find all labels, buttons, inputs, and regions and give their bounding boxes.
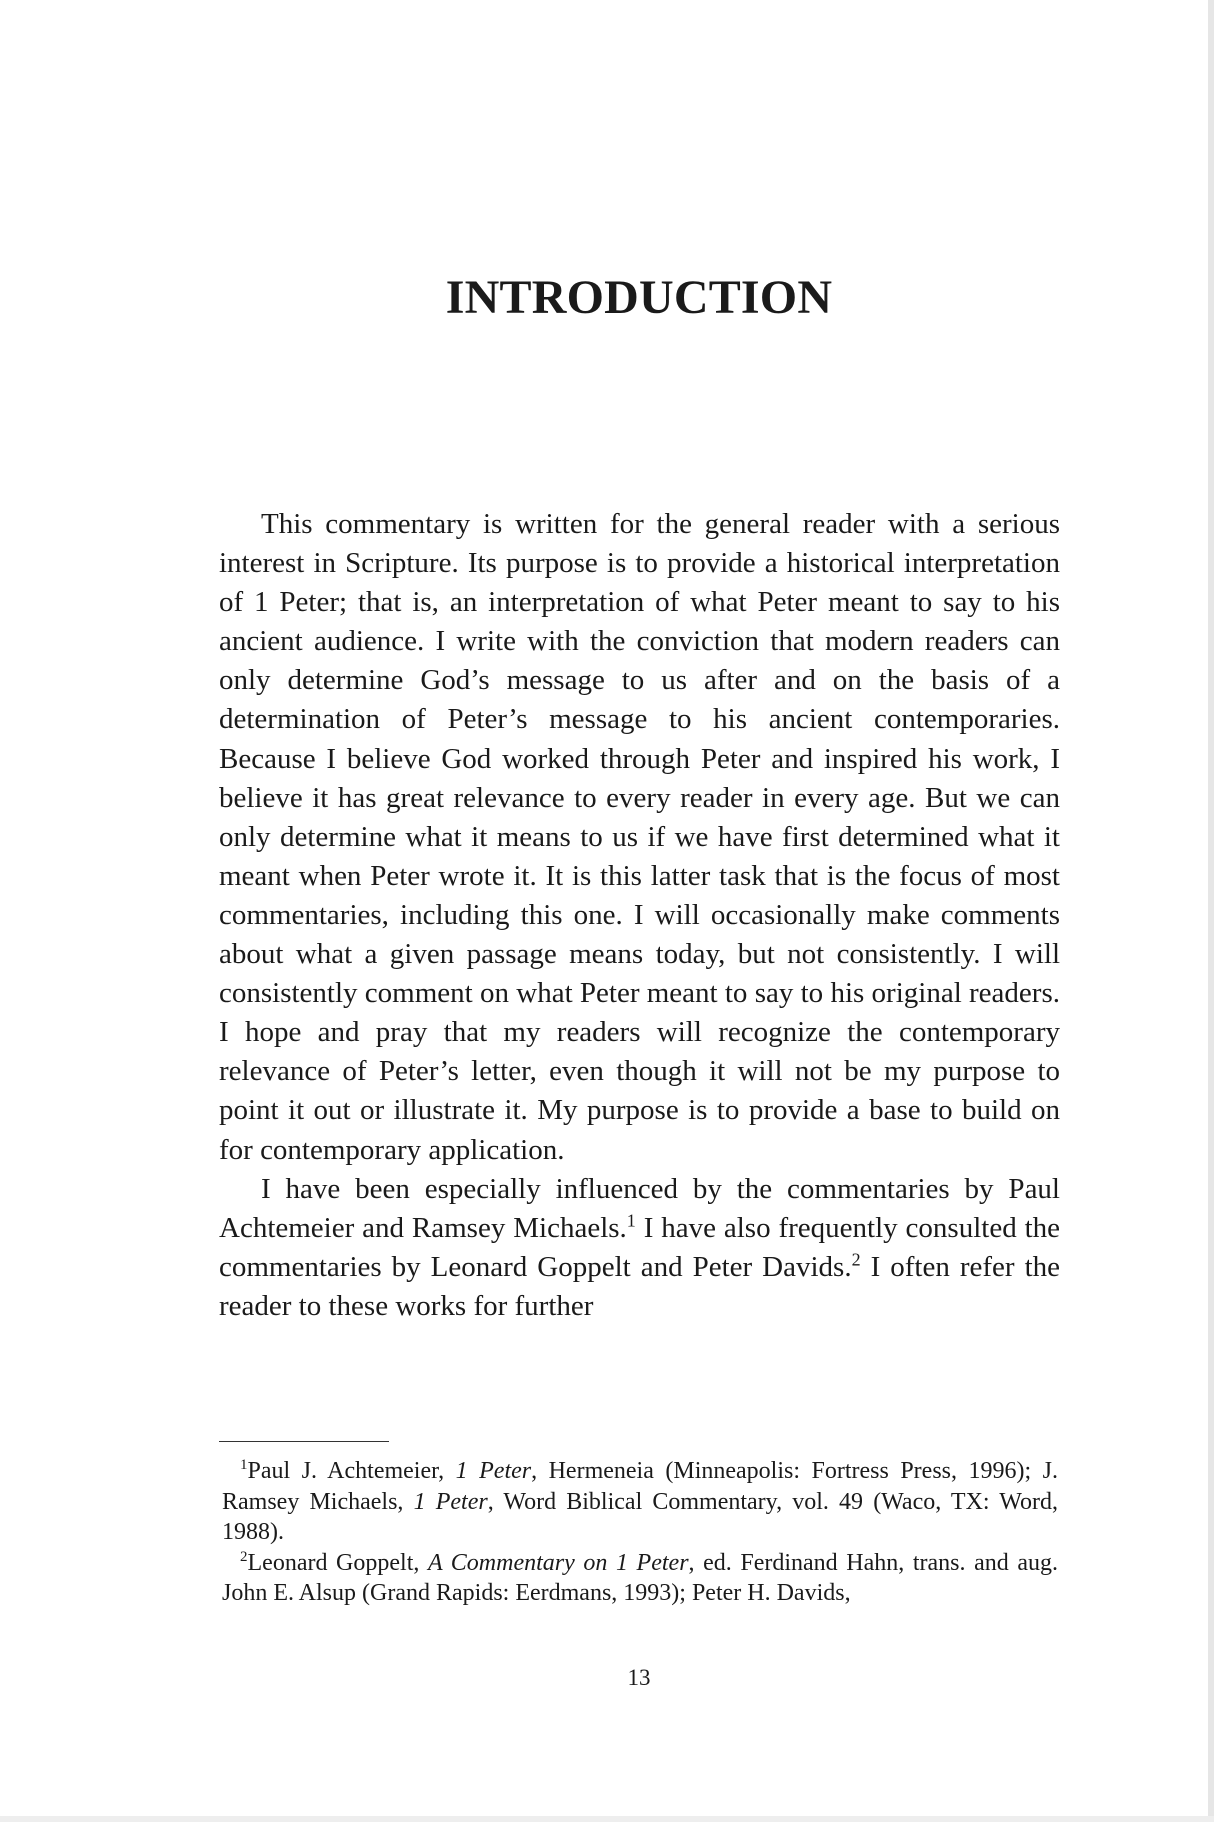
footnote-2-title-a: A Commentary on 1 Peter xyxy=(427,1549,689,1576)
footnote-1-title-a: 1 Peter xyxy=(455,1458,532,1484)
footnote-2-text-b: , ed. Ferdinand Hahn, trans. and aug. John E. Alsup (Grand Rapids: Eerdmans, 1993); Peter H. Davids, xyxy=(222,1549,1058,1606)
page-bottom-shadow xyxy=(0,1816,1214,1822)
paragraph-1: This commentary is written for the general reader with a serious interest in Scripture. Its purpose is to provide a historical interpretation of 1 Peter; that is, an interpretation of what Peter meant to say to his ancient audience. I write with the conviction that modern readers can only determine God’s message to us after and on the basis of a determination of Peter’s message to his ancient contemporaries. Because I believe God worked through Peter and inspired his work, I believe it has great relevance to every reader in every age. But we can only determine what it means to us if we have first determined what it meant when Peter wrote it. It is this latter task that is the focus of most commentaries, including this one. I will occasionally make comments about what a given passage means today, but not consistently. I will consistently comment on what Peter meant to say to his original readers. I hope and pray that my readers will recognize the contemporary relevance of Peter’s letter, even though it will not be my purpose to point it out or illustrate it. My purpose is to provide a base to build on for contemporary application. xyxy=(219,508,1060,1166)
footnote-divider xyxy=(219,1441,389,1442)
body-text xyxy=(219,505,1060,1326)
footnote-1-text-a: Paul J. Achtemeier, xyxy=(247,1458,456,1484)
paragraph-2-part-2: I have also frequently consulted the commentaries by Leonard Goppelt and Peter Davids. xyxy=(219,1211,1061,1283)
page-number: 13 xyxy=(627,1665,651,1690)
footnote-1-text-c: , Word Biblical Commentary, vol. 49 (Waco, TX: Word, 1988). xyxy=(222,1488,1059,1545)
footnote-2 xyxy=(222,1548,1058,1609)
footnote-1-text-b: , Hermeneia (Minneapolis: Fortress Press, 1996); J. Ramsey Michaels, xyxy=(222,1458,1058,1515)
footnote-1-title-b: 1 Peter xyxy=(413,1488,488,1515)
footnote-1-mark: 1 xyxy=(240,1457,248,1473)
chapter-heading: INTRODUCTION xyxy=(445,271,833,324)
footnotes xyxy=(222,1456,1058,1609)
footnote-2-text-a: Leonard Goppelt, xyxy=(247,1549,428,1576)
footnote-ref-1[interactable]: 1 xyxy=(626,1210,636,1231)
footnote-1 xyxy=(222,1456,1058,1548)
paragraph-2-part-3: I often refer the reader to these works for further xyxy=(219,1250,1060,1322)
paragraph-2-part-1: I have been especially influenced by the commentaries by Paul Achtemeier and Ramsey Michaels. xyxy=(219,1172,1060,1244)
paragraph-2 xyxy=(219,1170,1060,1326)
footnote-ref-2[interactable]: 2 xyxy=(851,1249,861,1270)
footnote-2-mark: 2 xyxy=(240,1548,248,1565)
